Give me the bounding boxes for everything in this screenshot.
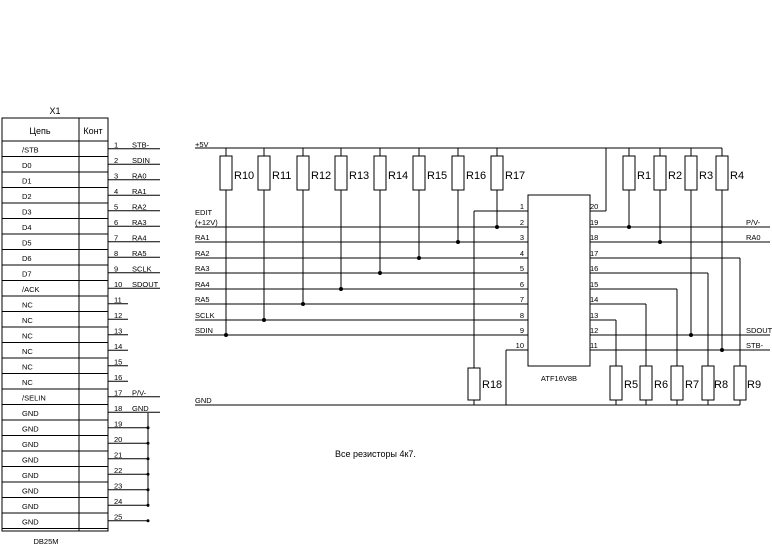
label-r6: R6: [654, 379, 669, 391]
connector-signal-label: RA1: [132, 186, 147, 196]
connector-row-name: NC: [22, 347, 33, 356]
net-pv: P/V-: [746, 218, 761, 227]
chip-pin-9: 9: [519, 326, 524, 335]
label-r12: R12: [311, 170, 332, 182]
label-r17: R17: [505, 170, 526, 182]
net-ra1: RA1: [195, 233, 210, 242]
connector-pin-number: 19: [114, 419, 123, 429]
label-r11: R11: [272, 170, 292, 182]
resistor-r5: [610, 366, 622, 400]
connector-pin-number: 6: [114, 217, 119, 227]
chip-pin-7: 7: [519, 295, 524, 304]
chip-pin-8: 8: [519, 311, 524, 320]
resistor-r18: [468, 368, 480, 400]
connector-signal-label: SDOUT: [132, 279, 159, 289]
connector-signal-label: STB-: [132, 140, 150, 150]
resistor-r13: [335, 156, 347, 190]
chip-name: ATF16V8B: [540, 374, 578, 383]
connector-row-name: GND: [22, 502, 39, 511]
label-r9: R9: [747, 379, 762, 391]
connector-signal-label: P/V-: [132, 388, 147, 398]
connector-pin-number: 24: [114, 496, 123, 506]
connector-row-name: /SELIN: [22, 393, 46, 403]
resistor-r17: [491, 156, 503, 190]
resistor-r10: [220, 156, 232, 190]
connector-signal-label: RA0: [132, 171, 147, 181]
chip-pin-16: 16: [590, 264, 599, 273]
connector-row-name: NC: [22, 331, 33, 341]
label-r16: R16: [466, 170, 487, 182]
connector-row-name: GND: [22, 455, 39, 465]
connector-signal-label: RA4: [132, 233, 147, 243]
connector-ref: X1: [49, 106, 61, 116]
connector-row-name: NC: [22, 378, 33, 387]
net-edit: EDIT: [195, 208, 213, 217]
column-header-circuit: Цепь: [29, 126, 51, 136]
connector-signal-label: GND: [132, 403, 149, 413]
chip-pin-15: 15: [590, 280, 599, 289]
label-r10: R10: [234, 170, 255, 182]
connector-x1: [2, 106, 160, 546]
connector-pin-number: 12: [114, 310, 123, 320]
resistor-r1: [623, 156, 635, 190]
connector-signal-label: SDIN: [132, 155, 150, 165]
connector-row-name: GND: [22, 409, 39, 418]
connector-row-name: /STB: [22, 145, 39, 155]
net-sclk: SCLK: [195, 311, 215, 320]
chip-pin-19: 19: [590, 218, 599, 227]
chip-pin-3: 3: [519, 233, 524, 242]
chip-pin-14: 14: [590, 295, 599, 304]
chip-pin-20: 20: [590, 202, 599, 211]
chip-pin-13: 13: [590, 311, 599, 320]
connector-pin-number: 11: [114, 295, 122, 305]
connector-row-name: GND: [22, 471, 39, 480]
chip-pin-6: 6: [519, 280, 524, 289]
connector-row-name: GND: [22, 486, 39, 496]
connector-signal-label: RA3: [132, 217, 147, 227]
connector-row-name: NC: [22, 362, 33, 372]
chip-atf16v8b: [516, 195, 599, 383]
label-r8: R8: [714, 379, 729, 391]
label-r3: R3: [699, 170, 714, 182]
connector-row-name: GND: [22, 440, 39, 449]
connector-pin-number: 8: [114, 248, 119, 258]
vcc-rail: [195, 140, 722, 149]
connector-pin-number: 17: [114, 388, 123, 398]
connector-pin-number: 1: [114, 140, 119, 150]
connector-row-name: D0: [22, 161, 32, 170]
connector-row-name: D7: [22, 269, 32, 279]
vcc-label: +5V: [195, 140, 209, 149]
net-sdin: SDIN: [195, 326, 213, 335]
connector-row-name: D4: [22, 223, 32, 232]
connector-signal-label: RA2: [132, 202, 147, 212]
resistor-r15: [413, 156, 425, 190]
resistor-note: Все резисторы 4к7.: [335, 449, 416, 459]
net-ra0: RA0: [746, 233, 761, 242]
connector-signal-label: RA5: [132, 248, 147, 258]
connector-row-name: D1: [22, 176, 32, 186]
connector-pin-number: 20: [114, 434, 123, 444]
connector-pin-number: 21: [114, 450, 123, 460]
resistor-r4: [716, 156, 728, 190]
connector-row-name: D3: [22, 207, 32, 217]
chip-pin-2: 2: [519, 218, 524, 227]
chip-pin-12: 12: [590, 326, 599, 335]
net-ra4: RA4: [195, 280, 210, 289]
net-sdout: SDOUT: [746, 326, 772, 335]
connector-pin-number: 9: [114, 264, 119, 274]
resistor-r7: [671, 366, 683, 400]
connector-pin-number: 7: [114, 233, 119, 243]
connector-pin-number: 25: [114, 512, 123, 522]
right-wires: [590, 218, 772, 366]
connector-signal-label: SCLK: [132, 264, 152, 274]
label-r1: R1: [637, 170, 652, 182]
resistor-r2: [654, 156, 666, 190]
resistor-r8: [702, 366, 714, 400]
connector-pin-number: 16: [114, 372, 123, 382]
connector-pin-number: 2: [114, 155, 119, 165]
chip-pin-4: 4: [519, 249, 524, 258]
resistor-r6: [640, 366, 652, 400]
chip-pin-11: 11: [590, 341, 598, 350]
label-r14: R14: [388, 170, 409, 182]
resistor-r3: [685, 156, 697, 190]
label-r5: R5: [624, 379, 639, 391]
chip-pin-10: 10: [515, 341, 524, 350]
connector-row-name: D2: [22, 192, 32, 201]
connector-part: DB25M: [33, 537, 59, 546]
connector-pin-number: 3: [114, 171, 119, 181]
gnd-label: GND: [195, 396, 212, 405]
connector-row-name: NC: [22, 300, 33, 310]
label-r7: R7: [685, 379, 700, 391]
net-ra5: RA5: [195, 295, 210, 304]
label-r2: R2: [668, 170, 683, 182]
connector-pin-number: 10: [114, 279, 123, 289]
resistor-r16: [452, 156, 464, 190]
resistor-r18-group: [468, 368, 502, 405]
connector-row-name: D5: [22, 238, 32, 248]
connector-pin-number: 22: [114, 465, 123, 475]
connector-pin-number: 23: [114, 481, 123, 491]
net-12v: (+12V): [195, 218, 218, 227]
label-r18: R18: [482, 379, 503, 391]
column-header-contact: Конт: [83, 126, 103, 136]
pulldowns: [610, 366, 761, 405]
resistor-r14: [374, 156, 386, 190]
connector-pin-number: 18: [114, 403, 123, 413]
net-ra3: RA3: [195, 264, 210, 273]
resistor-r12: [297, 156, 309, 190]
connector-frame: [2, 118, 108, 531]
net-stb: STB-: [746, 341, 764, 350]
chip-pin-5: 5: [519, 264, 524, 273]
connector-row-name: GND: [22, 424, 39, 434]
connector-row-name: GND: [22, 517, 39, 527]
connector-pin-number: 5: [114, 202, 119, 212]
label-r4: R4: [730, 170, 745, 182]
chip-pin-17: 17: [590, 249, 599, 258]
label-r13: R13: [349, 170, 370, 182]
connector-pin-number: 14: [114, 341, 123, 351]
resistor-r11: [258, 156, 270, 190]
connector-row-name: D6: [22, 254, 32, 263]
connector-row-name: /ACK: [22, 285, 40, 294]
connector-pin-number: 4: [114, 186, 119, 196]
connector-pin-number: 13: [114, 326, 123, 336]
label-r15: R15: [427, 170, 448, 182]
connector-row-name: NC: [22, 316, 33, 325]
chip-pin-1: 1: [519, 202, 524, 211]
resistor-r9: [734, 366, 746, 400]
chip-body: [528, 195, 590, 366]
chip-pin-18: 18: [590, 233, 599, 242]
pullups-right: [623, 148, 744, 352]
connector-pin-number: 15: [114, 357, 123, 367]
net-ra2: RA2: [195, 249, 210, 258]
